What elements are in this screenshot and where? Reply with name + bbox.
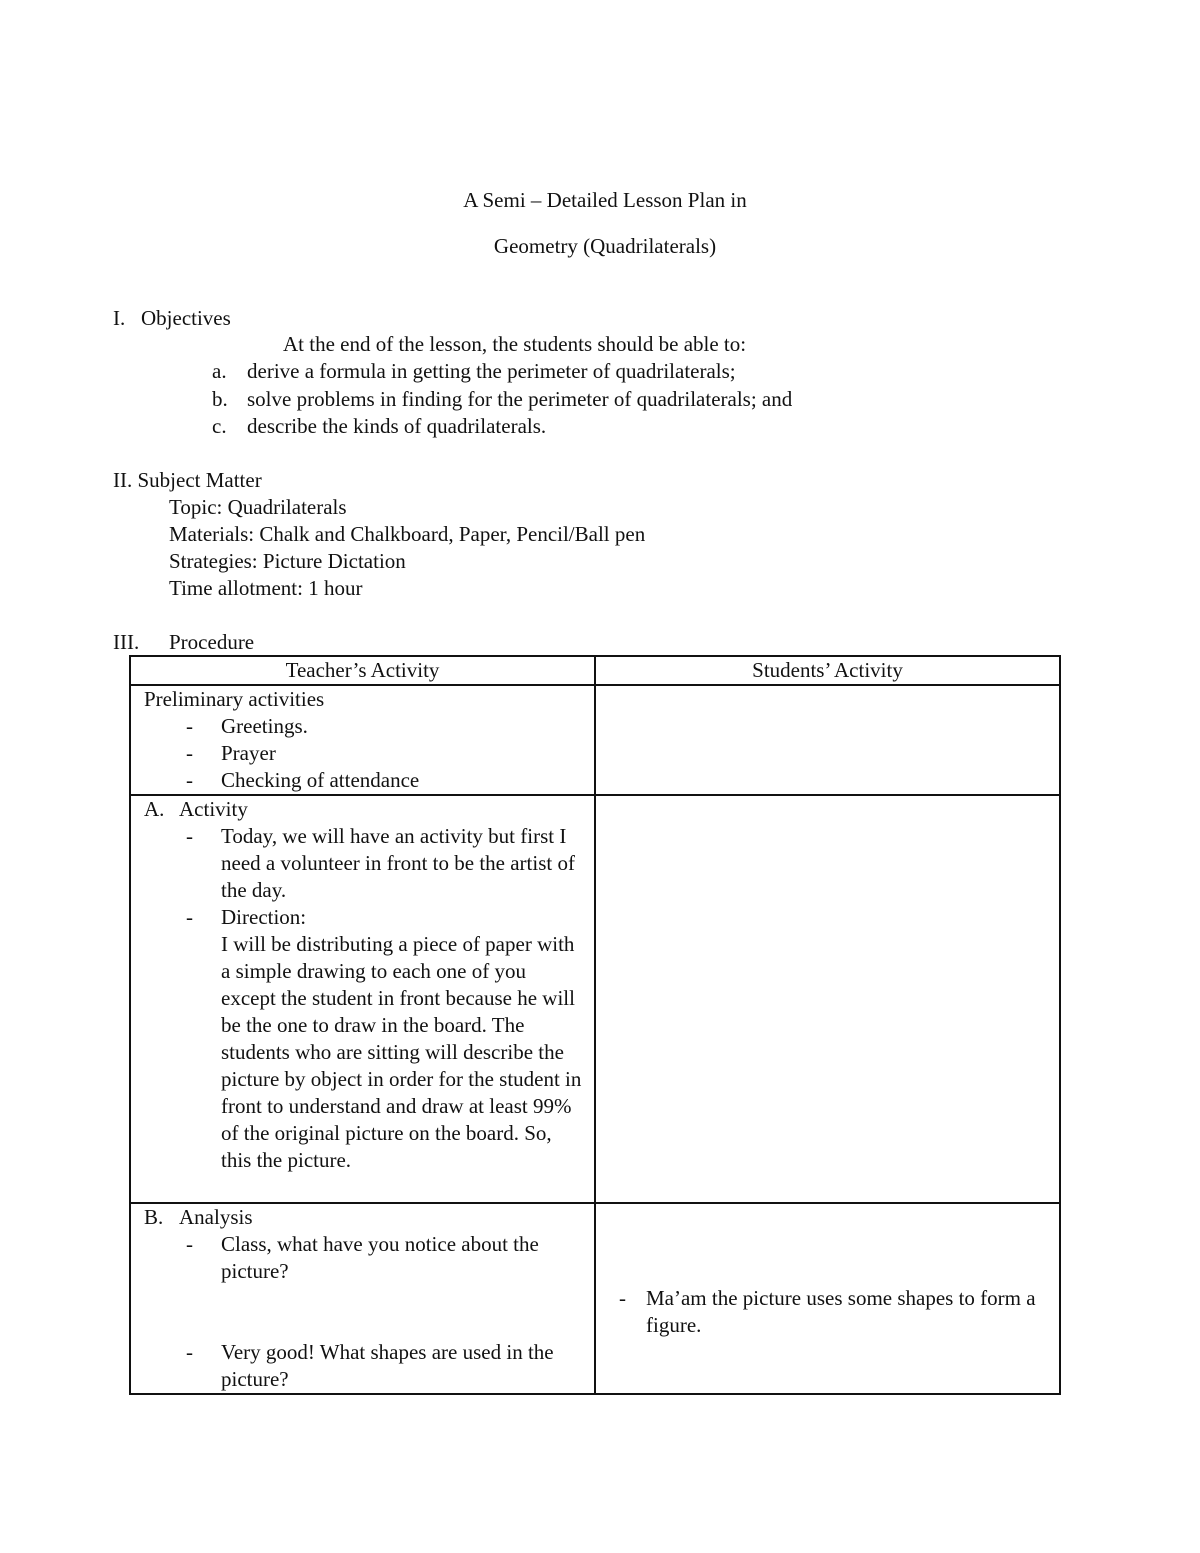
analysis-student-cell bbox=[595, 1203, 1060, 1394]
activity-heading-line bbox=[144, 796, 584, 823]
dash-bullet: - bbox=[186, 1232, 193, 1256]
table-row-analysis bbox=[130, 1203, 1060, 1394]
preliminary-student-cell bbox=[595, 685, 1060, 795]
list-item bbox=[144, 713, 584, 740]
list-item bbox=[609, 1285, 1049, 1339]
dash-bullet: - bbox=[186, 824, 193, 848]
procedure-table bbox=[129, 655, 1061, 1395]
activity-teacher-cell bbox=[130, 795, 595, 1203]
objectives-numeral: I. bbox=[113, 306, 126, 330]
dash-bullet: - bbox=[186, 741, 193, 765]
activity-letter: A. bbox=[144, 797, 165, 821]
objective-marker-c: c. bbox=[212, 414, 227, 438]
analysis-letter: B. bbox=[144, 1205, 164, 1229]
activity-student-cell bbox=[595, 795, 1060, 1203]
subject-materials: Materials: Chalk and Chalkboard, Paper, Pencil/Ball pen bbox=[169, 522, 646, 546]
preliminary-item-attendance: Checking of attendance bbox=[221, 768, 420, 792]
preliminary-heading: Preliminary activities bbox=[144, 687, 325, 711]
analysis-item-notice: Class, what have you notice about the picture? bbox=[221, 1232, 539, 1283]
activity-item-volunteer: Today, we will have an activity but first I need a volunteer in front to be the artist of the day. bbox=[221, 824, 575, 902]
objective-item-c: describe the kinds of quadrilaterals. bbox=[247, 414, 547, 438]
teacher-activity-header: Teacher’s Activity bbox=[130, 656, 595, 685]
preliminary-list bbox=[144, 713, 584, 794]
table-header-row bbox=[130, 656, 1060, 685]
student-answer: Ma’am the picture uses some shapes to form a figure. bbox=[646, 1286, 1036, 1337]
subject-topic: Topic: Quadrilaterals bbox=[169, 495, 347, 519]
activity-list bbox=[144, 823, 584, 1174]
analysis-teacher-cell bbox=[130, 1203, 595, 1394]
subject-matter-heading: II. Subject Matter bbox=[113, 468, 262, 492]
document-subtitle: Geometry (Quadrilaterals) bbox=[493, 234, 717, 258]
list-item bbox=[144, 1339, 584, 1393]
procedure-heading: Procedure bbox=[169, 630, 255, 654]
dash-bullet: - bbox=[186, 1340, 193, 1364]
dash-bullet: - bbox=[186, 768, 193, 792]
students-activity-header: Students’ Activity bbox=[595, 656, 1060, 685]
dash-bullet: - bbox=[619, 1286, 626, 1310]
list-item bbox=[144, 767, 584, 794]
objective-marker-b: b. bbox=[212, 387, 228, 411]
dash-bullet: - bbox=[186, 905, 193, 929]
list-item bbox=[144, 823, 584, 904]
objective-marker-a: a. bbox=[212, 359, 227, 383]
list-item bbox=[144, 1231, 584, 1339]
activity-heading: Activity bbox=[179, 797, 248, 821]
list-item bbox=[144, 904, 584, 1174]
subject-time-allotment: Time allotment: 1 hour bbox=[169, 576, 363, 600]
preliminary-item-greetings: Greetings. bbox=[221, 714, 308, 738]
objectives-heading: Objectives bbox=[141, 306, 231, 330]
analysis-heading: Analysis bbox=[179, 1205, 253, 1229]
table-row-preliminary bbox=[130, 685, 1060, 795]
subject-strategies: Strategies: Picture Dictation bbox=[169, 549, 406, 573]
analysis-list bbox=[144, 1231, 584, 1393]
document-title: A Semi – Detailed Lesson Plan in bbox=[463, 188, 747, 212]
table-row-activity bbox=[130, 795, 1060, 1203]
analysis-heading-line bbox=[144, 1204, 584, 1231]
preliminary-teacher-cell bbox=[130, 685, 595, 795]
activity-item-direction: Direction: bbox=[221, 905, 307, 929]
analysis-item-shapes: Very good! What shapes are used in the picture? bbox=[221, 1340, 554, 1391]
objectives-intro: At the end of the lesson, the students should be able to: bbox=[283, 332, 747, 356]
procedure-numeral: III. bbox=[113, 630, 140, 654]
activity-direction-body: I will be distributing a piece of paper with a simple drawing to each one of you except the student in front because he will be the one to draw in the board. The students who are sitting will describe the picture by object in order for the student in front to understand and draw at least 99% of the original picture on the board. So, this the picture. bbox=[221, 932, 582, 1172]
preliminary-item-prayer: Prayer bbox=[221, 741, 276, 765]
dash-bullet: - bbox=[186, 714, 193, 738]
objective-item-a: derive a formula in getting the perimeter of quadrilaterals; bbox=[247, 359, 736, 383]
analysis-student-list bbox=[609, 1285, 1049, 1339]
objective-item-b: solve problems in finding for the perimeter of quadrilaterals; and bbox=[247, 387, 793, 411]
list-item bbox=[144, 740, 584, 767]
